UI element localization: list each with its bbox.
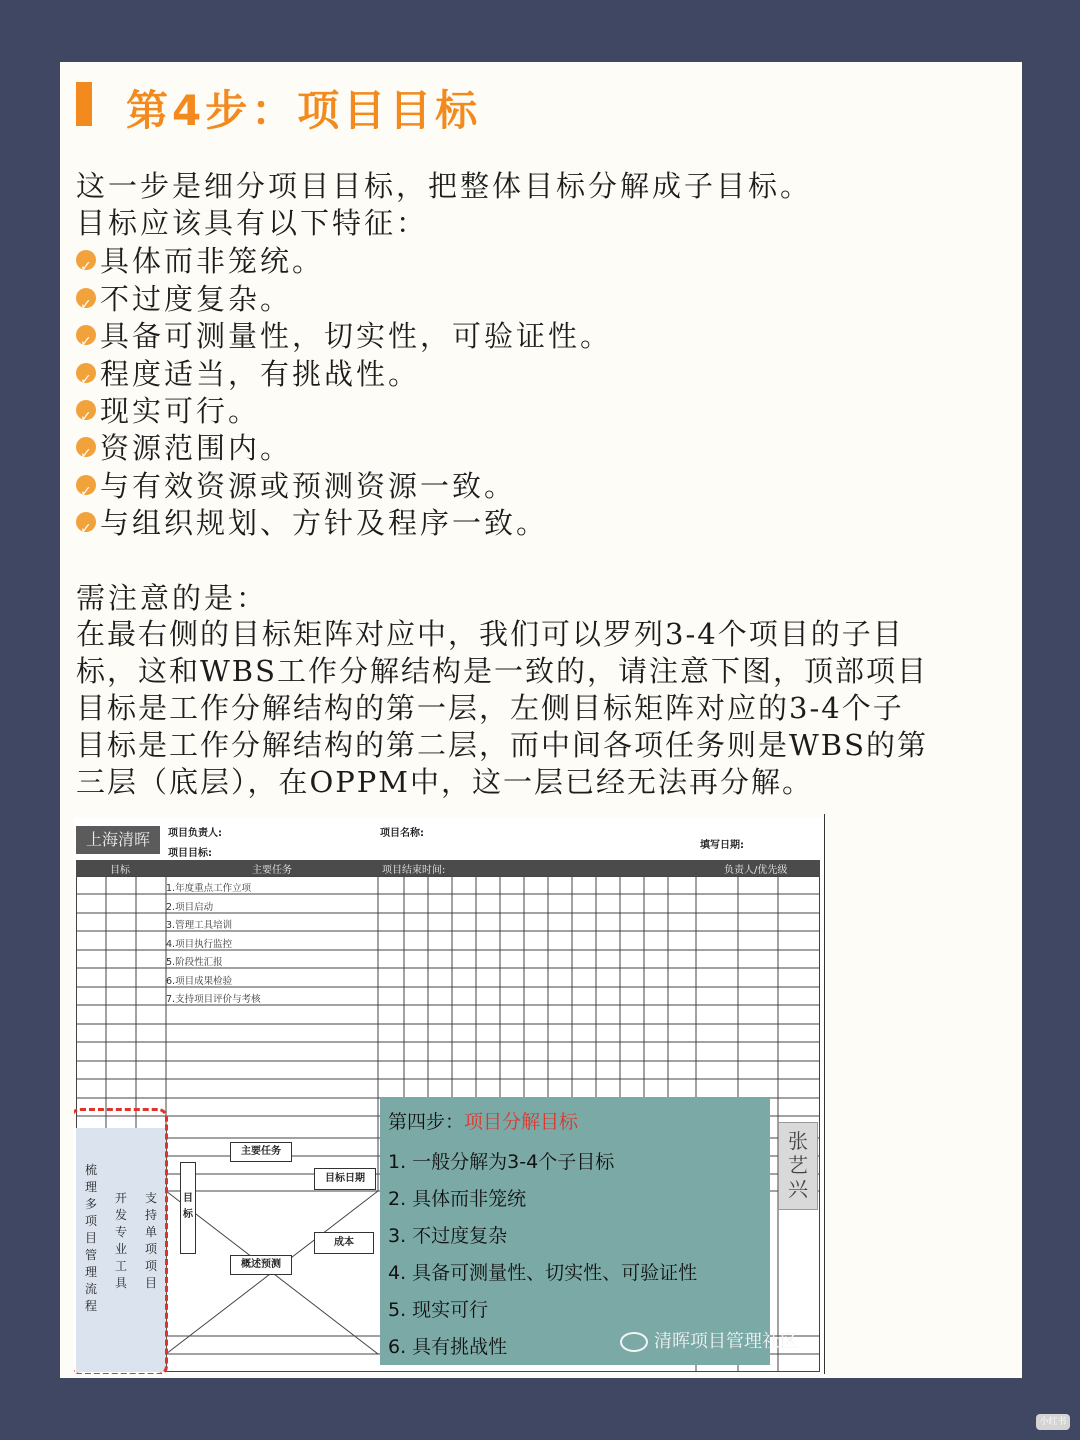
check-badge-icon <box>76 363 96 383</box>
x-label-goal: 目标 <box>180 1162 196 1254</box>
callout-title <box>388 1107 578 1134</box>
feature-item <box>76 505 548 542</box>
feature-item <box>76 430 292 467</box>
x-label-target-date: 目标日期 <box>314 1168 376 1190</box>
check-badge-icon <box>76 512 96 532</box>
feature-text: 现实可行。 <box>100 394 261 428</box>
feature-text: 不过度复杂。 <box>100 282 293 316</box>
feature-item <box>76 468 516 505</box>
callout-title-highlight: 项目分解目标 <box>464 1111 579 1133</box>
corner-badge: 小红书 <box>1036 1414 1070 1430</box>
note-line: 在最右侧的目标矩阵对应中，我们可以罗列3-4个项目的子目 <box>76 617 904 651</box>
intro-line-1: 这一步是细分项目目标，把整体目标分解成子目标。 <box>76 169 813 203</box>
check-badge-icon <box>76 325 96 345</box>
x-label-tasks: 主要任务 <box>230 1142 292 1162</box>
note-line: 标，这和WBS工作分解结构是一致的，请注意下图，顶部项目 <box>76 654 928 688</box>
owner-name-box <box>778 1122 818 1210</box>
title-accent-bar <box>76 82 92 126</box>
goal-highlight <box>74 1108 168 1374</box>
task-item: 6.项目成果检验 <box>166 976 233 987</box>
goal-text: 开发专业工具 <box>114 1191 127 1290</box>
feature-text: 具备可测量性，切实性，可验证性。 <box>100 319 613 353</box>
task-item: 1.年度重点工作立项 <box>166 883 252 894</box>
task-item: 2.项目启动 <box>166 902 214 913</box>
check-badge-icon <box>76 250 96 270</box>
owner-label: 项目负责人: <box>168 828 222 839</box>
feature-item <box>76 281 292 318</box>
col-goal: 目标 <box>110 865 130 876</box>
feature-text: 与有效资源或预测资源一致。 <box>100 469 517 503</box>
task-item: 5.阶段性汇报 <box>166 957 223 968</box>
callout-item: 4. 具备可测量性、切实性、可验证性 <box>388 1262 698 1284</box>
page-title: 第4步：项目目标 <box>126 86 482 135</box>
callout-title-prefix: 第四步： <box>388 1111 465 1133</box>
feature-text: 具体而非笼统。 <box>100 244 325 278</box>
watermark-text: 清晖项目管理社区 <box>654 1331 798 1352</box>
feature-text: 资源范围内。 <box>100 431 293 465</box>
wechat-icon <box>620 1332 648 1352</box>
x-label-forecast: 概述预测 <box>230 1255 292 1275</box>
check-badge-icon <box>76 437 96 457</box>
check-badge-icon <box>76 400 96 420</box>
feature-item <box>76 356 420 393</box>
figure-border <box>824 814 825 1374</box>
task-item: 4.项目执行监控 <box>166 939 233 950</box>
note-paragraph <box>76 616 996 801</box>
task-item: 3.管理工具培训 <box>166 920 233 931</box>
table-header <box>76 860 820 876</box>
fill-date-label: 填写日期: <box>700 840 744 851</box>
check-badge-icon <box>76 475 96 495</box>
check-badge-icon <box>76 288 96 308</box>
feature-item <box>76 393 260 430</box>
col-task: 主要任务 <box>252 865 292 876</box>
goal-text: 梳理多项目管理流程 <box>84 1163 97 1313</box>
callout-item: 5. 现实可行 <box>388 1299 489 1321</box>
goal-text: 支持单项项目 <box>144 1191 157 1290</box>
col-end: 项目结束时间: <box>382 865 446 876</box>
callout-item: 6. 具有挑战性 <box>388 1336 508 1358</box>
watermark <box>620 1327 798 1353</box>
project-name-label: 项目名称: <box>380 828 424 839</box>
task-item: 7.支持项目评价与考核 <box>166 994 261 1005</box>
callout-item: 3. 不过度复杂 <box>388 1225 508 1247</box>
col-owner: 负责人/优先级 <box>724 865 788 876</box>
company-logo: 上海清晖 <box>76 826 160 854</box>
feature-item <box>76 318 612 355</box>
x-label-cost: 成本 <box>314 1232 374 1254</box>
callout-item: 2. 具体而非笼统 <box>388 1188 527 1210</box>
note-line: 目标是工作分解结构的第一层，左侧目标矩阵对应的3-4个子 <box>76 691 904 725</box>
feature-text: 与组织规划、方针及程序一致。 <box>100 506 549 540</box>
callout-item: 1. 一般分解为3-4个子目标 <box>388 1151 615 1173</box>
intro-line-2: 目标应该具有以下特征： <box>76 206 429 240</box>
owner-name: 张艺兴 <box>788 1129 808 1201</box>
feature-text: 程度适当，有挑战性。 <box>100 357 421 391</box>
feature-item <box>76 243 324 280</box>
goal-label: 项目目标: <box>168 848 212 859</box>
note-line: 目标是工作分解结构的第二层，而中间各项任务则是WBS的第 <box>76 728 928 762</box>
note-heading: 需注意的是： <box>76 581 269 615</box>
note-line: 三层（底层），在OPPM中，这一层已经无法再分解。 <box>76 765 813 799</box>
